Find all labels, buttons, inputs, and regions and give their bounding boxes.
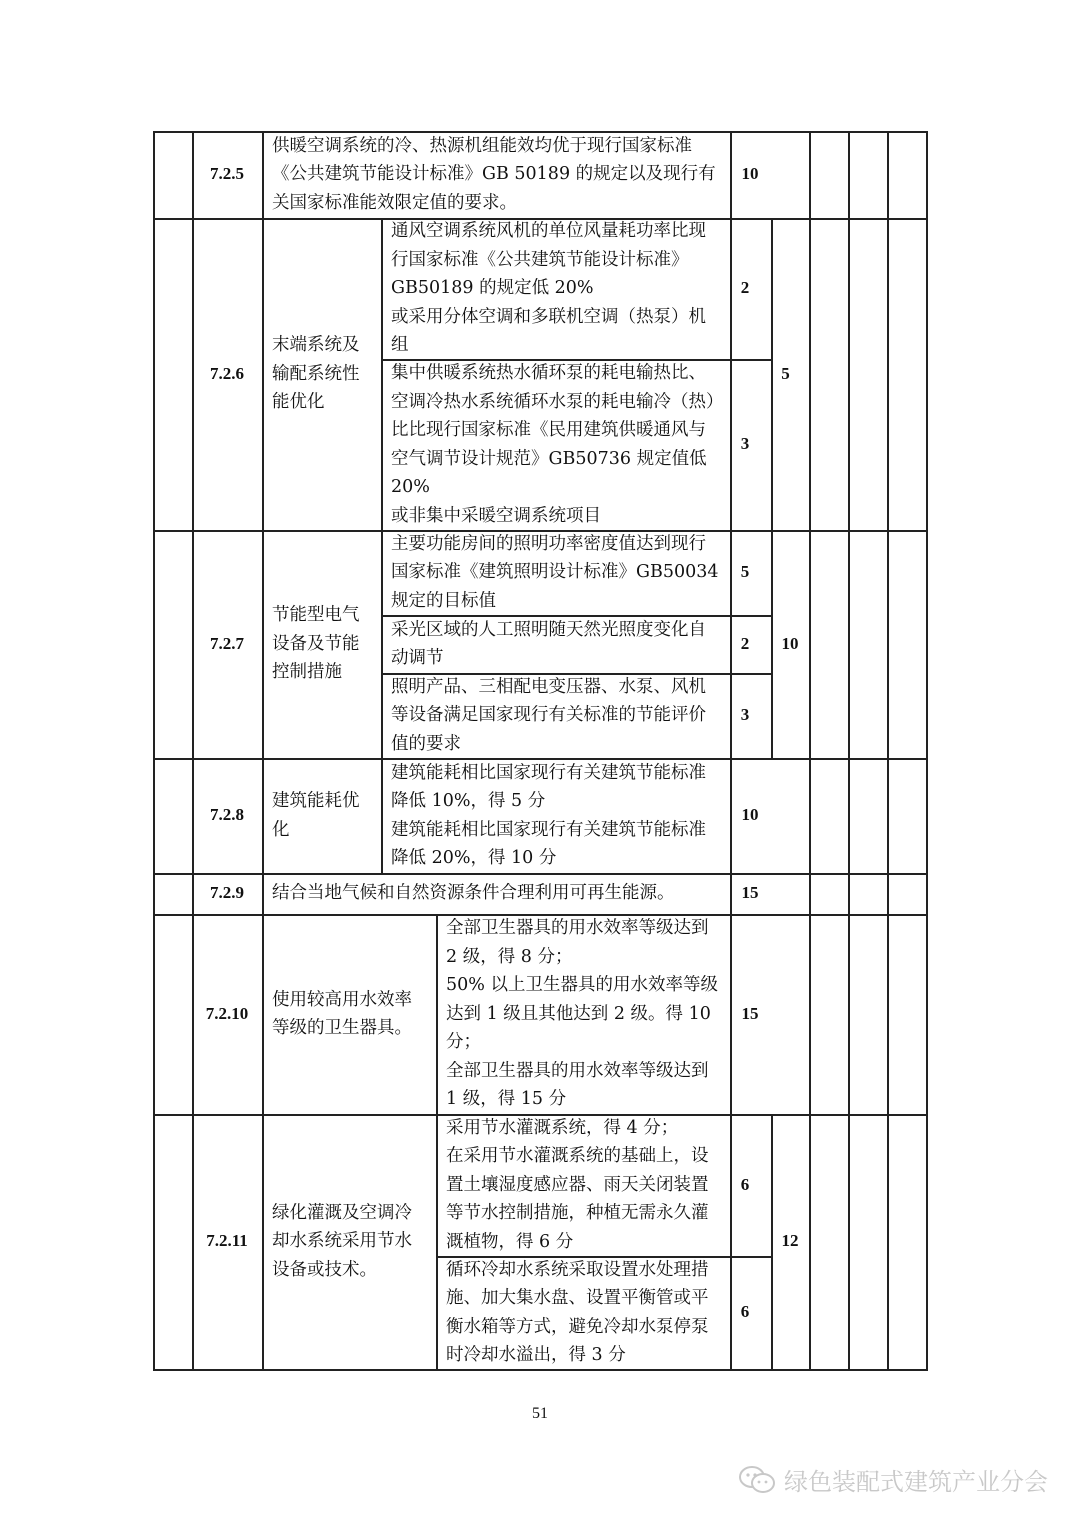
sub-score: 6 xyxy=(740,1174,750,1194)
row-content: 建筑能耗相比国家现行有关建筑节能标准降低 10%，得 5 分 建筑能耗相比国家现行有关建筑节能标准降低 20%，得 10 分 xyxy=(391,762,706,868)
sub-content: 采用节水灌溉系统，得 4 分； 在采用节水灌溉系统的基础上，设置土壤湿度感应器、雨天关闭装置等节水控制措施，种植无需永久灌溉植物，得 6 分 xyxy=(446,1117,709,1252)
sub-score: 6 xyxy=(740,1302,750,1322)
row-id: 7.2.11 xyxy=(206,1231,248,1251)
sub-score: 5 xyxy=(740,562,750,582)
row-id: 7.2.9 xyxy=(210,883,244,903)
row-id: 7.2.10 xyxy=(205,1003,249,1023)
watermark-text: 绿色装配式建筑产业分会 xyxy=(784,1468,1048,1496)
col-divider xyxy=(848,131,850,1371)
row-total: 10 xyxy=(781,633,799,653)
sub-content: 采光区域的人工照明随天然光照度变化自动调节 xyxy=(391,619,706,668)
row-item: 节能型电气设备及节能控制措施 xyxy=(272,605,360,683)
row-content: 结合当地气候和自然资源条件合理利用可再生能源。 xyxy=(272,883,675,904)
sub-score: 3 xyxy=(740,705,750,725)
row-id: 7.2.8 xyxy=(210,805,244,825)
row-score: 10 xyxy=(741,805,759,825)
row-id: 7.2.5 xyxy=(210,164,244,184)
wechat-icon xyxy=(738,1465,776,1495)
col-divider xyxy=(809,131,811,1371)
row-id: 7.2.7 xyxy=(210,633,244,653)
sub-content: 主要功能房间的照明功率密度值达到现行国家标准《建筑照明设计标准》GB50034 规定的目标值 xyxy=(391,533,719,611)
sub-content: 循环冷却水系统采取设置水处理措施、加大集水盘、设置平衡管或平衡水箱等方式，避免冷却水泵停泵时冷却水溢出，得 3 分 xyxy=(446,1259,709,1365)
row-item: 绿化灌溉及空调冷却水系统采用节水设备或技术。 xyxy=(272,1202,412,1280)
row-score: 15 xyxy=(741,1003,759,1023)
sub-score: 2 xyxy=(740,278,750,298)
row-item: 使用较高用水效率等级的卫生器具。 xyxy=(272,989,412,1038)
row-id: 7.2.6 xyxy=(210,363,244,383)
sub-content: 集中供暖系统热水循环泵的耗电输热比、空调冷热水系统循环水泵的耗电输冷（热）比比现行国家标准《民用建筑供暖通风与空气调节设计规范》GB50736 规定值低 20% 或非集中采暖空调系统项目 xyxy=(391,363,715,526)
col-divider xyxy=(887,131,889,1371)
sub-score: 3 xyxy=(740,434,750,454)
row-content: 全部卫生器具的用水效率等级达到 2 级，得 8 分； 50% 以上卫生器具的用水效率等级达到 1 级且其他达到 2 级。得 10 分； 全部卫生器具的用水效率等级达到 1 级，得 15 分 xyxy=(446,918,718,1110)
row-total: 5 xyxy=(781,363,790,383)
page-number: 51 xyxy=(532,1405,548,1422)
row-score: 10 xyxy=(741,164,759,184)
row-item: 末端系统及输配系统性能优化 xyxy=(272,335,360,413)
row-total: 12 xyxy=(781,1231,799,1251)
sub-score: 2 xyxy=(740,633,750,653)
table-border-left xyxy=(153,131,155,1371)
sub-content: 通风空调系统风机的单位风量耗功率比现行国家标准《公共建筑节能设计标准》GB50189 的规定低 20% 或采用分体空调和多联机空调（热泵）机组 xyxy=(391,221,706,356)
watermark xyxy=(738,1462,1048,1497)
table-border-right xyxy=(926,131,928,1371)
row-content: 供暖空调系统的冷、热源机组能效均优于现行国家标准《公共建筑节能设计标准》GB 50189 的规定以及现行有关国家标准能效限定值的要求。 xyxy=(272,135,716,213)
row-item: 建筑能耗优化 xyxy=(272,791,360,840)
sub-content: 照明产品、三相配电变压器、水泵、风机等设备满足国家现行有关标准的节能评价值的要求 xyxy=(391,676,706,754)
row-score: 15 xyxy=(741,883,759,903)
